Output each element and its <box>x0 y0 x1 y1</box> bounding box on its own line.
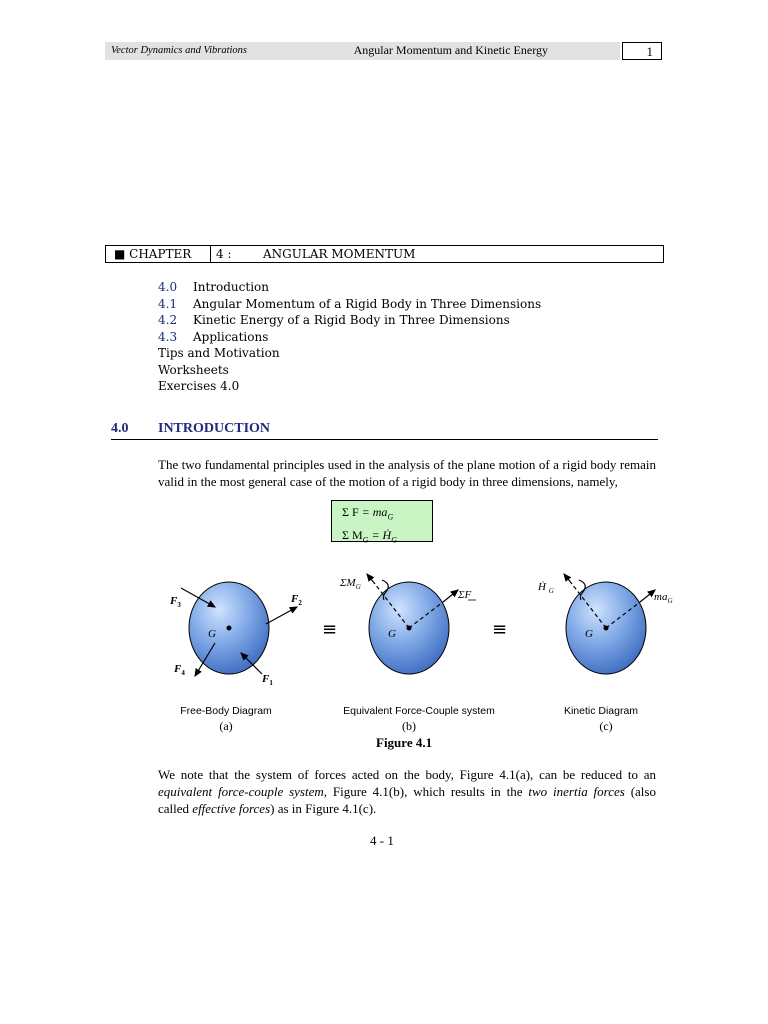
label-f3: $F_3$ <box>170 595 181 609</box>
header-chapter-title: Angular Momentum and Kinetic Energy <box>353 43 548 57</box>
label-hdot: Ḣ $_G$ <box>538 581 554 595</box>
equation-force: Σ $F = ma_G$ <box>342 505 394 522</box>
header-page-number: 1 <box>622 42 662 60</box>
toc-item[interactable]: Tips and Motivation <box>158 346 280 360</box>
toc-item[interactable]: Exercises 4.0 <box>158 379 240 393</box>
label-mag: $ma_G$ <box>654 591 673 605</box>
label-sum-moment: $\Sigma M_G$ <box>340 577 361 591</box>
subcaption-a: (a) <box>219 719 233 733</box>
moment-arrow-b <box>367 574 375 584</box>
toc-item[interactable]: 4.3 Applications <box>158 329 269 344</box>
figure-title: Figure 4.1 <box>376 735 433 750</box>
page-footer-number: 4 - 1 <box>370 833 394 848</box>
caption-c: Kinetic Diagram <box>563 705 639 717</box>
toc-item[interactable]: 4.1 Angular Momentum of a Rigid Body in Three Dimensions <box>158 296 542 311</box>
section-title: INTRODUCTION <box>158 421 271 436</box>
closing-paragraph: We note that the system of forces acted on the body, Figure 4.1(a), can be reduced to an equivalent force-couple system, Figure 4.1(b), which results in the two inertia forces (also called effective forces) as in Figure 4.1(c). <box>158 767 656 816</box>
force-arrow-b <box>443 590 458 602</box>
label-f4: $F_4$ <box>174 663 185 677</box>
chapter-number: 4 : <box>216 247 232 261</box>
intro-paragraph: The two fundamental principles used in the analysis of the plane motion of a rigid body remain valid in the most general case of the motion of a rigid body in three dimensions, namely, <box>158 457 656 489</box>
toc-item[interactable]: Worksheets <box>158 362 229 377</box>
chapter-marker: ■ CHAPTER <box>114 247 192 261</box>
subcaption-c: (c) <box>599 719 613 733</box>
inertia-force-arrow-c <box>640 590 655 602</box>
toc-item[interactable]: 4.2 Kinetic Energy of a Rigid Body in Three Dimensions <box>158 313 510 327</box>
equivalence-symbol-2: ≡ <box>492 619 508 640</box>
angular-momentum-arrow-c <box>564 574 572 584</box>
label-f2: $F_2$ <box>291 593 302 607</box>
equivalence-symbol-1: ≡ <box>322 619 338 640</box>
force-f2-arrow <box>266 607 297 624</box>
label-sum-force: ΣF <box>458 589 472 601</box>
label-f1: $F_1$ <box>262 673 273 687</box>
caption-a: Free-Body Diagram <box>180 705 272 717</box>
header-book-title: Vector Dynamics and Vibrations <box>111 45 247 56</box>
center-of-mass-a <box>227 626 232 631</box>
toc-item[interactable]: 4.0 Introduction <box>158 280 269 294</box>
section-number: 4.0 <box>111 421 129 436</box>
label-g-c: G <box>585 628 593 640</box>
caption-b: Equivalent Force-Couple system <box>343 705 495 717</box>
label-g-b: G <box>388 628 396 640</box>
subcaption-b: (b) <box>402 719 416 733</box>
chapter-title: ANGULAR MOMENTUM <box>263 247 416 261</box>
label-g-a: G <box>208 628 216 640</box>
equation-moment: Σ $M_G$ = Ḣ$_G$ <box>342 528 397 545</box>
